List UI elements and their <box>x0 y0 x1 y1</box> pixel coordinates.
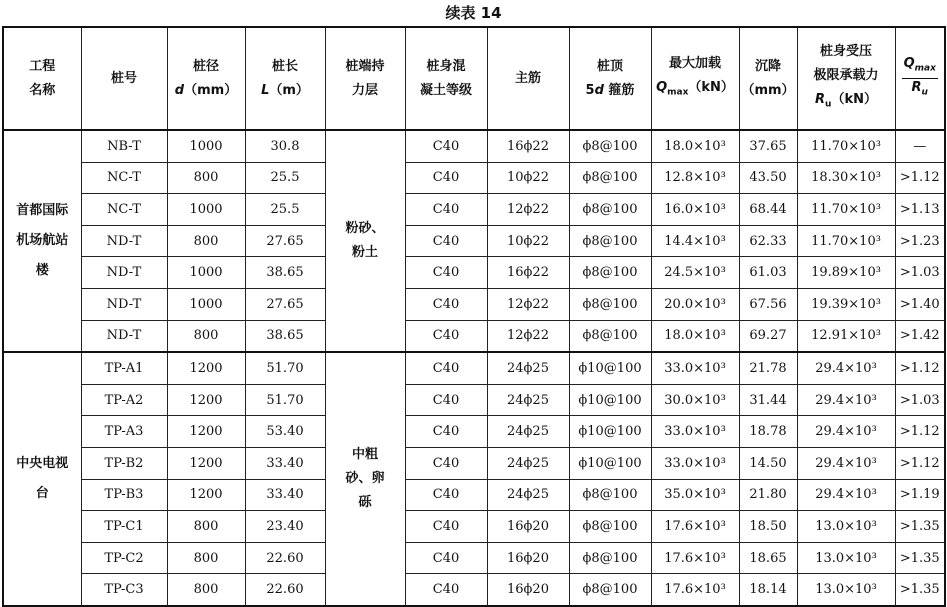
length-cell: 53.40 <box>245 416 325 448</box>
main-rebar-cell: 16ϕ22 <box>487 257 569 289</box>
settlement-cell: 68.44 <box>739 194 797 226</box>
main-rebar-cell: 24ϕ25 <box>487 384 569 416</box>
main-rebar-cell: 16ϕ22 <box>487 130 569 162</box>
stirrup-cell: ϕ8@100 <box>569 574 651 606</box>
diameter-cell: 800 <box>167 511 245 543</box>
diameter-cell: 1000 <box>167 194 245 226</box>
ratio-cell: >1.12 <box>895 416 945 448</box>
settlement-cell: 18.14 <box>739 574 797 606</box>
main-rebar-cell: 16ϕ20 <box>487 511 569 543</box>
ratio-cell: >1.35 <box>895 542 945 574</box>
diameter-cell: 1200 <box>167 416 245 448</box>
pile-no-cell: TP-A1 <box>81 352 167 384</box>
header-main-rebar: 主筋 <box>487 27 569 130</box>
diameter-cell: 800 <box>167 162 245 194</box>
ultimate-capacity-cell: 19.39×10³ <box>797 288 895 320</box>
bearing-layer-cell: 粉砂、粉土 <box>325 130 405 352</box>
main-rebar-cell: 24ϕ25 <box>487 447 569 479</box>
pile-no-cell: NC-T <box>81 162 167 194</box>
header-bearing-layer: 桩端持 力层 <box>325 27 405 130</box>
pile-no-cell: ND-T <box>81 257 167 289</box>
stirrup-cell: ϕ8@100 <box>569 225 651 257</box>
table-row <box>3 194 945 226</box>
ultimate-capacity-cell: 19.89×10³ <box>797 257 895 289</box>
concrete-cell: C40 <box>405 288 487 320</box>
length-cell: 51.70 <box>245 384 325 416</box>
concrete-cell: C40 <box>405 225 487 257</box>
length-cell: 33.40 <box>245 447 325 479</box>
settlement-cell: 21.80 <box>739 479 797 511</box>
header-max-load: 最大加载 $Q_{max}(kN)$ <box>651 27 739 130</box>
pile-no-cell: TP-A2 <box>81 384 167 416</box>
ultimate-capacity-cell: 13.0×10³ <box>797 511 895 543</box>
table-row <box>3 479 945 511</box>
ultimate-capacity-cell: 29.4×10³ <box>797 479 895 511</box>
pile-no-cell: TP-C3 <box>81 574 167 606</box>
pile-no-cell: ND-T <box>81 288 167 320</box>
settlement-cell: 62.33 <box>739 225 797 257</box>
concrete-cell: C40 <box>405 194 487 226</box>
project-name-cell: 中央电视台 <box>3 352 81 606</box>
concrete-cell: C40 <box>405 574 487 606</box>
header-project: 工程 名称 <box>3 27 81 130</box>
diameter-cell: 1200 <box>167 352 245 384</box>
bearing-layer-cell: 中粗砂、卵砾 <box>325 352 405 606</box>
ratio-cell: — <box>895 130 945 162</box>
settlement-cell: 61.03 <box>739 257 797 289</box>
header-row <box>3 27 945 130</box>
max-load-cell: 20.0×10³ <box>651 288 739 320</box>
ratio-cell: >1.12 <box>895 162 945 194</box>
ultimate-capacity-cell: 13.0×10³ <box>797 574 895 606</box>
table-title: 续表 14 <box>445 4 502 22</box>
settlement-cell: 31.44 <box>739 384 797 416</box>
ratio-cell: >1.35 <box>895 511 945 543</box>
table-row <box>3 225 945 257</box>
length-cell: 23.40 <box>245 511 325 543</box>
length-cell: 27.65 <box>245 225 325 257</box>
ultimate-capacity-cell: 11.70×10³ <box>797 225 895 257</box>
ratio-cell: >1.40 <box>895 288 945 320</box>
settlement-cell: 14.50 <box>739 447 797 479</box>
settlement-cell: 37.65 <box>739 130 797 162</box>
max-load-cell: 17.6×10³ <box>651 574 739 606</box>
table-row <box>3 162 945 194</box>
length-cell: 30.8 <box>245 130 325 162</box>
max-load-cell: 14.4×10³ <box>651 225 739 257</box>
ratio-cell: >1.35 <box>895 574 945 606</box>
length-cell: 38.65 <box>245 257 325 289</box>
main-rebar-cell: 16ϕ20 <box>487 574 569 606</box>
header-concrete: 桩身混 凝土等级 <box>405 27 487 130</box>
stirrup-cell: ϕ8@100 <box>569 542 651 574</box>
stirrup-cell: ϕ10@100 <box>569 416 651 448</box>
stirrup-cell: ϕ8@100 <box>569 257 651 289</box>
header-pile-no: 桩号 <box>81 27 167 130</box>
ultimate-capacity-cell: 18.30×10³ <box>797 162 895 194</box>
pile-no-cell: ND-T <box>81 225 167 257</box>
pile-no-cell: TP-C2 <box>81 542 167 574</box>
max-load-cell: 35.0×10³ <box>651 479 739 511</box>
ultimate-capacity-cell: 11.70×10³ <box>797 130 895 162</box>
diameter-cell: 1000 <box>167 288 245 320</box>
pile-no-cell: NB-T <box>81 130 167 162</box>
table-row <box>3 352 945 384</box>
settlement-cell: 43.50 <box>739 162 797 194</box>
settlement-cell: 69.27 <box>739 320 797 352</box>
ultimate-capacity-cell: 29.4×10³ <box>797 447 895 479</box>
settlement-cell: 18.78 <box>739 416 797 448</box>
pile-no-cell: NC-T <box>81 194 167 226</box>
stirrup-cell: ϕ8@100 <box>569 194 651 226</box>
stirrup-cell: ϕ10@100 <box>569 384 651 416</box>
max-load-cell: 17.6×10³ <box>651 511 739 543</box>
ultimate-capacity-cell: 12.91×10³ <box>797 320 895 352</box>
ratio-cell: >1.19 <box>895 479 945 511</box>
table-row <box>3 574 945 606</box>
max-load-cell: 16.0×10³ <box>651 194 739 226</box>
header-settlement: 沉降 （mm） <box>739 27 797 130</box>
stirrup-cell: ϕ10@100 <box>569 352 651 384</box>
concrete-cell: C40 <box>405 479 487 511</box>
concrete-cell: C40 <box>405 352 487 384</box>
stirrup-cell: ϕ8@100 <box>569 130 651 162</box>
main-rebar-cell: 10ϕ22 <box>487 225 569 257</box>
diameter-cell: 1000 <box>167 130 245 162</box>
ratio-cell: >1.03 <box>895 384 945 416</box>
settlement-cell: 67.56 <box>739 288 797 320</box>
settlement-cell: 21.78 <box>739 352 797 384</box>
max-load-cell: 17.6×10³ <box>651 542 739 574</box>
max-load-cell: 24.5×10³ <box>651 257 739 289</box>
max-load-cell: 12.8×10³ <box>651 162 739 194</box>
stirrup-cell: ϕ8@100 <box>569 288 651 320</box>
table-row <box>3 511 945 543</box>
length-cell: 33.40 <box>245 479 325 511</box>
concrete-cell: C40 <box>405 511 487 543</box>
pile-no-cell: ND-T <box>81 320 167 352</box>
ultimate-capacity-cell: 11.70×10³ <box>797 194 895 226</box>
stirrup-cell: ϕ8@100 <box>569 320 651 352</box>
concrete-cell: C40 <box>405 162 487 194</box>
length-cell: 22.60 <box>245 542 325 574</box>
settlement-cell: 18.65 <box>739 542 797 574</box>
main-rebar-cell: 12ϕ22 <box>487 194 569 226</box>
diameter-cell: 800 <box>167 542 245 574</box>
concrete-cell: C40 <box>405 257 487 289</box>
stirrup-cell: ϕ8@100 <box>569 511 651 543</box>
main-rebar-cell: 10ϕ22 <box>487 162 569 194</box>
concrete-cell: C40 <box>405 320 487 352</box>
main-rebar-cell: 24ϕ25 <box>487 479 569 511</box>
max-load-cell: 33.0×10³ <box>651 416 739 448</box>
ratio-fraction: $\frac{Q_{max}}{R_u}$ <box>903 56 936 98</box>
main-rebar-cell: 16ϕ20 <box>487 542 569 574</box>
main-rebar-cell: 12ϕ22 <box>487 288 569 320</box>
max-load-cell: 33.0×10³ <box>651 352 739 384</box>
length-cell: 38.65 <box>245 320 325 352</box>
table-row <box>3 384 945 416</box>
diameter-cell: 800 <box>167 225 245 257</box>
settlement-cell: 18.50 <box>739 511 797 543</box>
stirrup-cell: ϕ10@100 <box>569 447 651 479</box>
main-rebar-cell: 12ϕ22 <box>487 320 569 352</box>
diameter-cell: 1200 <box>167 479 245 511</box>
concrete-cell: C40 <box>405 542 487 574</box>
table-body <box>3 130 945 606</box>
pile-test-table <box>2 26 946 607</box>
table-row <box>3 130 945 162</box>
pile-no-cell: TP-A3 <box>81 416 167 448</box>
pile-no-cell: TP-B3 <box>81 479 167 511</box>
ultimate-capacity-cell: 29.4×10³ <box>797 384 895 416</box>
pile-no-cell: TP-B2 <box>81 447 167 479</box>
max-load-cell: 33.0×10³ <box>651 447 739 479</box>
pile-no-cell: TP-C1 <box>81 511 167 543</box>
table-row <box>3 447 945 479</box>
table-row <box>3 320 945 352</box>
table-row <box>3 288 945 320</box>
max-load-cell: 18.0×10³ <box>651 320 739 352</box>
ultimate-capacity-cell: 13.0×10³ <box>797 542 895 574</box>
concrete-cell: C40 <box>405 384 487 416</box>
main-rebar-cell: 24ϕ25 <box>487 416 569 448</box>
length-cell: 22.60 <box>245 574 325 606</box>
concrete-cell: C40 <box>405 416 487 448</box>
ultimate-capacity-cell: 29.4×10³ <box>797 416 895 448</box>
max-load-cell: 30.0×10³ <box>651 384 739 416</box>
header-length: 桩长 L（m） <box>245 27 325 130</box>
project-name-cell: 首都国际机场航站楼 <box>3 130 81 352</box>
table-row <box>3 542 945 574</box>
ratio-cell: >1.42 <box>895 320 945 352</box>
table-row <box>3 416 945 448</box>
main-rebar-cell: 24ϕ25 <box>487 352 569 384</box>
ratio-cell: >1.13 <box>895 194 945 226</box>
diameter-cell: 1200 <box>167 384 245 416</box>
diameter-cell: 1000 <box>167 257 245 289</box>
ratio-cell: >1.12 <box>895 447 945 479</box>
concrete-cell: C40 <box>405 130 487 162</box>
stirrup-cell: ϕ8@100 <box>569 479 651 511</box>
ultimate-capacity-cell: 29.4×10³ <box>797 352 895 384</box>
length-cell: 25.5 <box>245 194 325 226</box>
header-ratio <box>895 27 945 130</box>
header-stirrup: 桩顶 5d 箍筋 <box>569 27 651 130</box>
diameter-cell: 800 <box>167 320 245 352</box>
length-cell: 27.65 <box>245 288 325 320</box>
ratio-cell: >1.03 <box>895 257 945 289</box>
ratio-cell: >1.23 <box>895 225 945 257</box>
concrete-cell: C40 <box>405 447 487 479</box>
table-row <box>3 257 945 289</box>
length-cell: 25.5 <box>245 162 325 194</box>
header-diameter: 桩径 d（mm） <box>167 27 245 130</box>
length-cell: 51.70 <box>245 352 325 384</box>
stirrup-cell: ϕ8@100 <box>569 162 651 194</box>
ratio-cell: >1.12 <box>895 352 945 384</box>
max-load-cell: 18.0×10³ <box>651 130 739 162</box>
header-ultimate-capacity: 桩身受压 极限承载力 $R_u(kN)$ <box>797 27 895 130</box>
diameter-cell: 800 <box>167 574 245 606</box>
diameter-cell: 1200 <box>167 447 245 479</box>
